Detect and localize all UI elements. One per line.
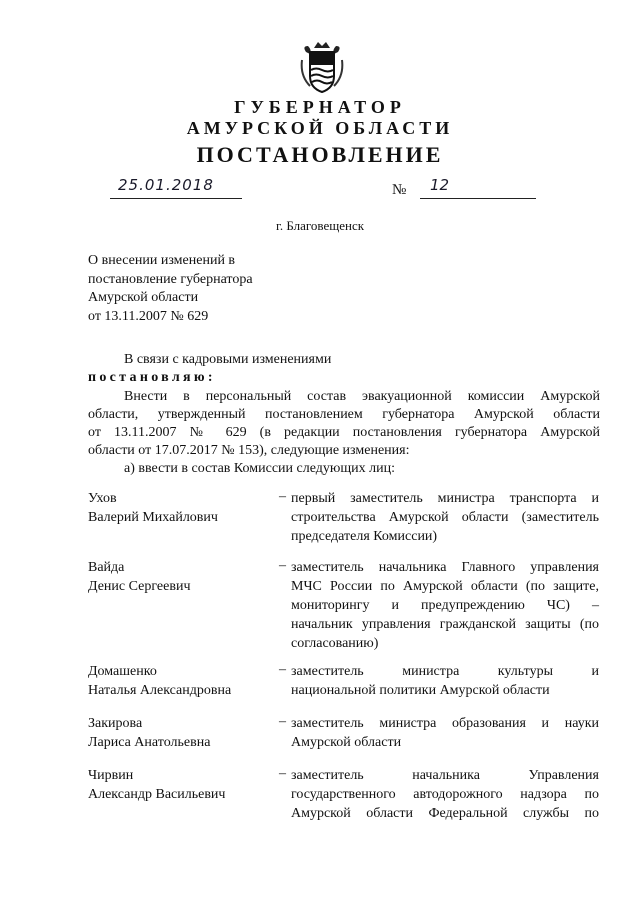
resolve-word: постановляю:: [88, 370, 216, 385]
member-given-names: Лариса Анатольевна: [88, 735, 211, 750]
handwritten-number: 12: [430, 176, 450, 194]
subject-line: от 13.11.2007 № 629: [88, 308, 209, 324]
dash-separator: –: [279, 558, 286, 573]
position-line: заместитель министра культуры и: [291, 664, 599, 679]
subject-line: постановление губернатора: [88, 271, 253, 287]
position-line: государственного автодорожного надзора по: [291, 787, 599, 802]
member-given-names: Наталья Александровна: [88, 683, 232, 698]
member-position: [291, 558, 599, 653]
position-line: национальной политики Амурской области: [291, 683, 550, 698]
member-surname: Домашенко: [88, 664, 157, 679]
dash-separator: –: [279, 766, 286, 781]
number-field: [420, 176, 536, 199]
header-title-line2: АМУРСКОЙ ОБЛАСТИ: [186, 118, 454, 138]
city: г. Благовещенск: [275, 218, 365, 233]
position-line: строительства Амурской области (заместитель: [291, 510, 599, 525]
dash-separator: –: [279, 662, 286, 677]
member-position: [291, 714, 599, 752]
position-line: МЧС России по Амурской области (по защите,: [291, 579, 599, 594]
position-line: председателя Комиссии): [291, 529, 438, 544]
subject-line: Амурской области: [88, 290, 199, 305]
member-surname: Закирова: [88, 716, 143, 731]
header-title-line1: ГУБЕРНАТОР: [234, 97, 406, 117]
member-surname: Ухов: [88, 491, 117, 506]
coat-of-arms-emblem: [300, 40, 344, 94]
position-line: начальник управления гражданской защиты (по: [291, 617, 599, 632]
member-given-names: Денис Сергеевич: [88, 579, 191, 594]
position-line: заместитель начальника Главного управления: [291, 560, 599, 575]
document-type: ПОСТАНОВЛЕНИЕ: [196, 142, 444, 167]
position-line: согласованию): [291, 636, 379, 651]
intro-text: В связи с кадровыми изменениями: [124, 352, 332, 367]
paragraph-line: области, утвержденный постановлением губернатора Амурской области: [88, 407, 600, 422]
item-a-text: а) ввести в состав Комиссии следующих лиц:: [124, 461, 395, 476]
paragraph-line: от 13.11.2007 № 629 (в редакции постановления губернатора Амурской: [88, 425, 600, 440]
member-position: [291, 489, 599, 546]
member-given-names: Александр Васильевич: [88, 787, 226, 802]
member-surname: Чирвин: [88, 768, 134, 783]
subject-line: О внесении изменений в: [88, 253, 236, 268]
position-line: первый заместитель министра транспорта и: [291, 491, 599, 506]
dash-separator: –: [279, 489, 286, 504]
dash-separator: –: [279, 714, 286, 729]
paragraph-line: области от 17.07.2017 № 153), следующие изменения:: [88, 443, 410, 458]
member-name: [88, 558, 190, 596]
handwritten-date: 25.01.2018: [118, 176, 214, 194]
number-label: №: [392, 182, 407, 198]
paragraph-line: Внести в персональный состав эвакуационной комиссии Амурской: [124, 389, 600, 404]
member-position: [291, 662, 599, 700]
member-name: [88, 766, 225, 804]
position-line: Амурской области Федеральной службы по: [291, 806, 599, 821]
member-position: [291, 766, 599, 823]
position-line: мониторингу и предупреждению ЧС) –: [291, 598, 599, 613]
member-name: [88, 489, 218, 527]
date-field: [110, 176, 242, 199]
member-given-names: Валерий Михайлович: [88, 510, 218, 525]
member-name: [88, 714, 210, 752]
member-surname: Вайда: [88, 560, 125, 575]
position-line: Амурской области: [291, 735, 402, 750]
document-subject: [88, 252, 253, 326]
position-line: заместитель министра образования и науки: [291, 716, 599, 731]
member-name: [88, 662, 231, 700]
position-line: заместитель начальника Управления: [291, 768, 599, 783]
